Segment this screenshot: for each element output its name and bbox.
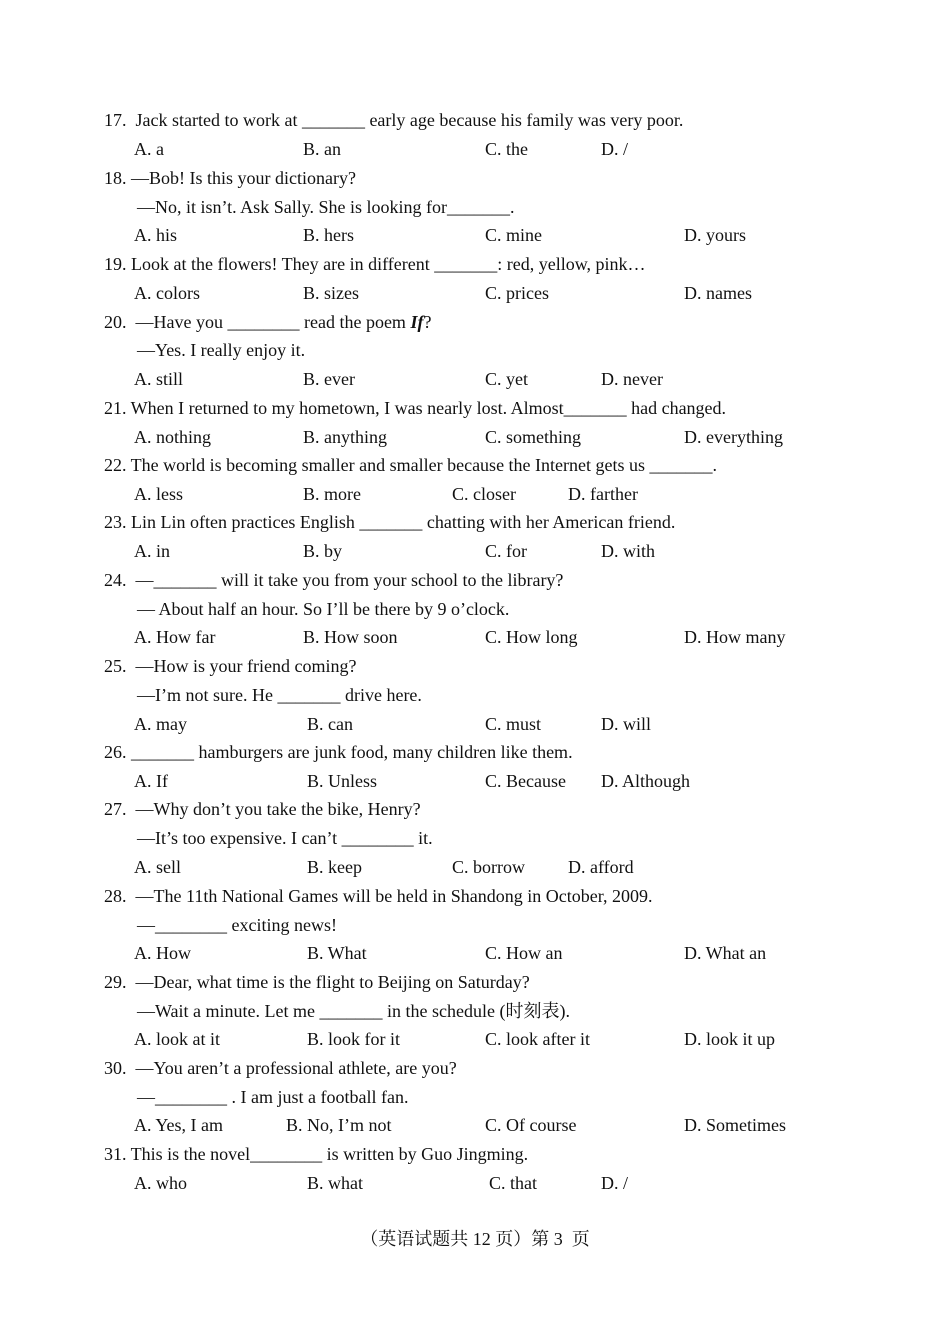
question-text: 19. Look at the flowers! They are in different _______: red, yellow, pink… (104, 254, 646, 274)
option-b: B. more (303, 484, 361, 504)
question-stem (104, 109, 683, 131)
question-text: 29. —Dear, what time is the flight to Beijing on Saturday? (104, 972, 530, 992)
option-d: D. with (601, 541, 655, 561)
question-text: 27. —Why don’t you take the bike, Henry? (104, 799, 421, 819)
option-a: A. may (134, 714, 187, 734)
option-c: C. Because (485, 771, 566, 791)
question-stem (104, 397, 726, 419)
option-c: C. that (489, 1173, 537, 1193)
poem-title: If (410, 312, 424, 332)
option-d: D. afford (568, 857, 634, 877)
option-b: B. what (307, 1173, 363, 1193)
option-d: D. look it up (684, 1029, 776, 1049)
option-a: A. less (134, 484, 183, 504)
option-c: C. closer (452, 484, 516, 504)
question-text: —Wait a minute. Let me _______ in the schedule (时刻表). (137, 1001, 570, 1021)
question-dialogue-line (137, 598, 509, 620)
question-stem (104, 167, 356, 189)
option-b: B. What (307, 943, 367, 963)
option-c: C. prices (485, 283, 549, 303)
option-a: A. How (134, 943, 191, 963)
question-dialogue-line (137, 914, 337, 936)
page-footer: （英语试题共 12 页）第 3 页 (360, 1229, 590, 1249)
question-text: 25. —How is your friend coming? (104, 656, 357, 676)
option-c: C. Of course (485, 1115, 577, 1135)
option-c: C. mine (485, 225, 542, 245)
option-b: B. No, I’m not (286, 1115, 392, 1135)
option-d: D. yours (684, 225, 746, 245)
question-stem (104, 885, 653, 907)
option-d: D. / (601, 139, 628, 159)
option-d: D. names (684, 283, 752, 303)
question-dialogue-line (137, 1000, 570, 1022)
option-c: C. borrow (452, 857, 525, 877)
option-a: A. How far (134, 627, 216, 647)
question-dialogue-line (137, 1086, 408, 1108)
option-a: A. still (134, 369, 184, 389)
question-stem (104, 971, 530, 993)
question-text: 18. —Bob! Is this your dictionary? (104, 168, 356, 188)
question-text: 23. Lin Lin often practices English _______ chatting with her American friend. (104, 512, 676, 532)
option-b: B. look for it (307, 1029, 400, 1049)
option-d: D. Although (601, 771, 691, 791)
question-stem (104, 798, 421, 820)
question-text: 17. Jack started to work at _______ early age because his family was very poor. (104, 110, 684, 130)
option-d: D. farther (568, 484, 638, 504)
option-b: B. by (303, 541, 343, 561)
option-a: A. Yes, I am (134, 1115, 224, 1135)
question-text: —It’s too expensive. I can’t ________ it. (137, 828, 433, 848)
question-text: 30. —You aren’t a professional athlete, are you? (104, 1058, 457, 1078)
option-c: C. How an (485, 943, 563, 963)
question-dialogue-line (137, 827, 433, 849)
question-stem (104, 454, 717, 476)
question-dialogue-line (137, 684, 422, 706)
question-text: — About half an hour. So I’ll be there by 9 o’clock. (137, 599, 510, 619)
question-text: —________ . I am just a football fan. (137, 1087, 409, 1107)
option-d: D. everything (684, 427, 783, 447)
option-b: B. keep (307, 857, 362, 877)
question-text: —No, it isn’t. Ask Sally. She is looking for_______. (137, 197, 515, 217)
question-stem (104, 253, 646, 275)
question-stem (104, 569, 563, 591)
option-b: B. ever (303, 369, 355, 389)
question-text: —I’m not sure. He _______ drive here. (137, 685, 422, 705)
option-a: A. his (134, 225, 178, 245)
option-c: C. yet (485, 369, 528, 389)
option-b: B. hers (303, 225, 354, 245)
option-d: D. never (601, 369, 663, 389)
question-text: 28. —The 11th National Games will be held in Shandong in October, 2009. (104, 886, 653, 906)
option-c: C. How long (485, 627, 578, 647)
question-stem (104, 511, 675, 533)
question-stem (104, 311, 431, 333)
option-b: B. anything (303, 427, 387, 447)
option-c: C. must (485, 714, 542, 734)
option-b: B. Unless (307, 771, 378, 791)
option-b: B. sizes (303, 283, 359, 303)
question-text: 20. —Have you ________ read the poem (104, 312, 411, 332)
option-a: A. If (134, 771, 168, 791)
option-d: D. What an (684, 943, 767, 963)
option-d: D. How many (684, 627, 786, 647)
question-mark: ? (423, 312, 432, 332)
option-a: A. nothing (134, 427, 212, 447)
option-b: B. How soon (303, 627, 398, 647)
option-d: D. will (601, 714, 652, 734)
option-a: A. who (134, 1173, 187, 1193)
option-a: A. look at it (134, 1029, 220, 1049)
question-stem (104, 741, 573, 763)
question-dialogue-line (137, 196, 515, 218)
option-a: A. colors (134, 283, 200, 303)
question-text: 22. The world is becoming smaller and smaller because the Internet gets us _______. (104, 455, 718, 475)
question-stem (104, 655, 356, 677)
question-text: —________ exciting news! (137, 915, 337, 935)
question-stem (104, 1143, 528, 1165)
question-text: —Yes. I really enjoy it. (137, 340, 306, 360)
option-c: C. for (485, 541, 527, 561)
option-c: C. something (485, 427, 582, 447)
question-text: 26. _______ hamburgers are junk food, many children like them. (104, 742, 573, 762)
option-d: D. / (601, 1173, 628, 1193)
question-text: 24. —_______ will it take you from your school to the library? (104, 570, 564, 590)
option-b: B. can (307, 714, 353, 734)
question-text: 31. This is the novel________ is written by Guo Jingming. (104, 1144, 529, 1164)
option-c: C. look after it (485, 1029, 590, 1049)
option-c: C. the (485, 139, 528, 159)
option-d: D. Sometimes (684, 1115, 786, 1135)
option-a: A. in (134, 541, 170, 561)
question-stem (104, 1057, 457, 1079)
option-a: A. sell (134, 857, 181, 877)
question-text: 21. When I returned to my hometown, I was nearly lost. Almost_______ had changed. (104, 398, 727, 418)
option-b: B. an (303, 139, 341, 159)
option-a: A. a (134, 139, 164, 159)
question-dialogue-line (137, 339, 305, 361)
